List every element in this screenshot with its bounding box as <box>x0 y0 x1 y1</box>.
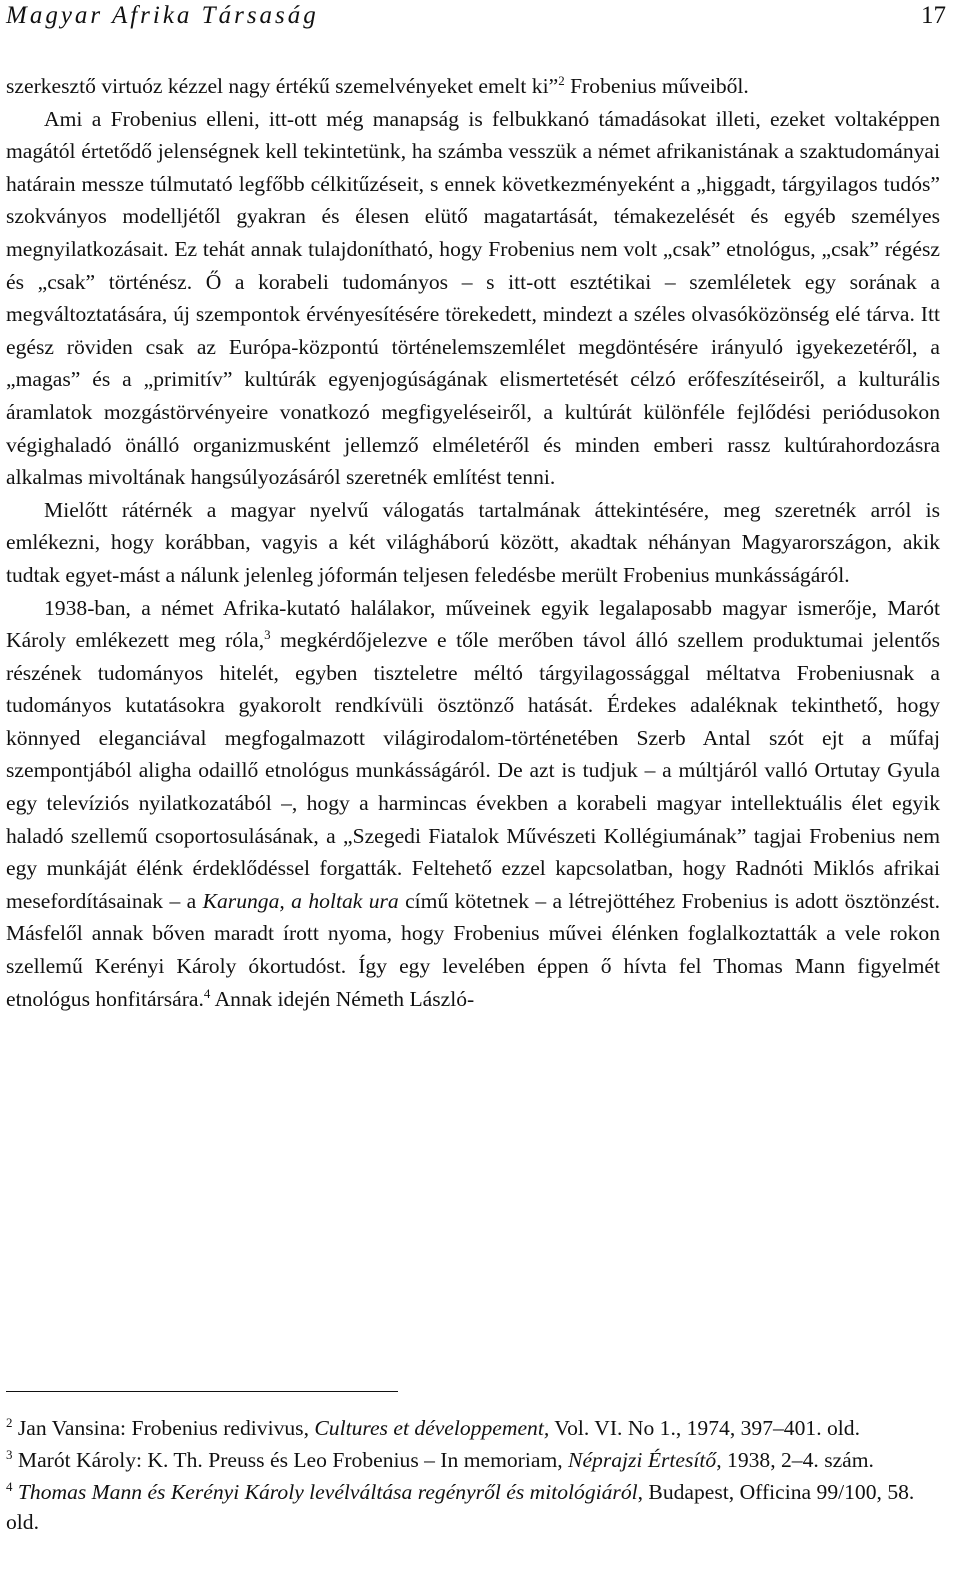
running-header <box>6 2 946 42</box>
main-text <box>6 70 940 1015</box>
italic-text: Karunga, a holtak ura <box>202 888 399 913</box>
text-run: Vol. VI. No 1., 1974, 397–401. old. <box>549 1416 860 1440</box>
footnote-reference: 4 <box>6 1478 13 1494</box>
text-run: Mielőtt rátérnék a magyar nyelvű válogatás tartalmának áttekintésére, meg szeretnék arról is emlékezni, hogy korábban, vagyis a két világháború között, akadtak néhányan Magyarországon, akik tudtak egyet-mást a nálunk jelenleg jóformán teljesen feledésbe merült Frobenius munkásságáról. <box>6 497 940 587</box>
paragraph <box>6 592 940 1016</box>
text-run: Marót Károly: K. Th. Preuss és Leo Frobenius – In memoriam, <box>12 1448 569 1472</box>
italic-text: Cultures et développement, <box>314 1416 550 1440</box>
paragraph <box>6 103 940 494</box>
footnote-reference: 4 <box>203 985 211 1001</box>
footnote-separator <box>6 1391 398 1392</box>
text-run: megkérdőjelezve e tőle merőben távol álló szellem produktumai jelentős részének tudományos hitelét, egyben tiszteletre méltó tárgyilagossággal méltatva Frobeniusnak a tudományos kutatásokra gyakorolt rendkívüli ösztönző hatását. Érdekes adaléknak tekinthető, hogy könnyed eleganciával megfogalmazott világirodalom-történetében Szerb Antal szót ejt a műfaj szempontjából aligha odaillő etnológus munkásságáról. De azt is tudjuk – a múltjáról valló Ortutay Gyula egy televíziós nyilatkozatából –, hogy a harmincas években a korabeli magyar intellektuális élet egyik haladó szellemű csoportosulásának, a „Szegedi Fiatalok Művészeti Kollégiumának” tagjai Frobenius nem egy munkáját élénk érdeklődéssel forgatták. Feltehető ezzel kapcsolatban, hogy Radnóti Miklós afrikai mesefordításainak – a <box>6 628 940 913</box>
footnotes <box>6 1413 940 1539</box>
text-run: című kötetnek – a létrejöttéhez Frobenius is adott ösztönzést. Másfelől annak bőven maradt írott nyoma, hogy Frobenius művei élénken foglalkoztatták a vele rokon szellemű Kerényi Károly ókortudóst. Így egy levelében éppen ő hívta fel Thomas Mann figyelmét etnológus honfitársára. <box>6 888 941 1011</box>
paragraph <box>6 494 940 592</box>
paragraph <box>6 70 940 103</box>
text-run: , Budapest, Officina 99/100, 58. old. <box>6 1480 915 1534</box>
running-title: Magyar Afrika Társaság <box>6 2 319 29</box>
text-run: Annak idején Németh László- <box>210 986 475 1011</box>
footnote-reference: 2 <box>558 72 565 88</box>
text-run: , 1938, 2–4. szám. <box>716 1448 874 1472</box>
italic-text: Néprajzi Értesítő <box>568 1448 717 1472</box>
page-number: 17 <box>921 2 946 29</box>
italic-text: Thomas Mann és Kerényi Károly levélváltása regényről és mitológiáról <box>17 1480 638 1504</box>
text-run: szerkesztő virtuóz kézzel nagy értékű szemelvényeket emelt ki” <box>6 74 559 98</box>
text-run: Jan Vansina: Frobenius redivivus, <box>12 1416 315 1440</box>
footnote <box>6 1445 940 1475</box>
text-run: 1938-ban, a német Afrika-kutató halálakor, műveinek egyik legalaposabb magyar ismerője, Marót Károly emlékezett meg róla, <box>6 595 940 653</box>
footnote-reference: 3 <box>6 1446 13 1462</box>
footnote-reference: 3 <box>264 626 271 642</box>
footnote-reference: 2 <box>6 1414 13 1430</box>
footnote <box>6 1477 940 1537</box>
footnote <box>6 1413 940 1443</box>
text-run: Frobenius műveiből. <box>564 74 749 98</box>
text-run: Ami a Frobenius elleni, itt-ott még manapság is felbukkanó támadásokat illeti, ezeket voltaképpen magától értetődő jelenségnek kell tekintetünk, ha számba vesszük a német afrikanistának a szaktudományai határain messze túlmutató legfőbb célkitűzéseit, s ennek következményeként a „higgadt, tárgyilagos tudós” szokványos modelljétől gyakran és élesen elütő magatartását, témakezelését és egyéb személyes megnyilatkozásait. Ez tehát annak tulajdonítható, hogy Frobenius nem volt „csak” etnológus, „csak” régész és „csak” történész. Ő a korabeli tudományos – s itt-ott esztétikai – szemléletek egy sorának a megváltoztatására, új szempontok érvényesítésére törekedett, mindezt a széles olvasóközönség elé tárva. Itt egész röviden csak az Európa-központú történelemszemlélet megdöntésére irányuló igyekezetéről, a „magas” és a „primitív” kultúrák egyenjogúságának elismertetését célzó erőfeszítéseiről, a kulturális áramlatok mozgástörvényeire vonatkozó megfigyeléseiről, a kultúrát különféle fejlődési periódusokon végighaladó önálló organizmusként jellemző elméletéről és minden emberi rassz kultúrahordozásra alkalmas mivoltának hangsúlyozásáról szeretnék említést tenni. <box>6 106 940 490</box>
